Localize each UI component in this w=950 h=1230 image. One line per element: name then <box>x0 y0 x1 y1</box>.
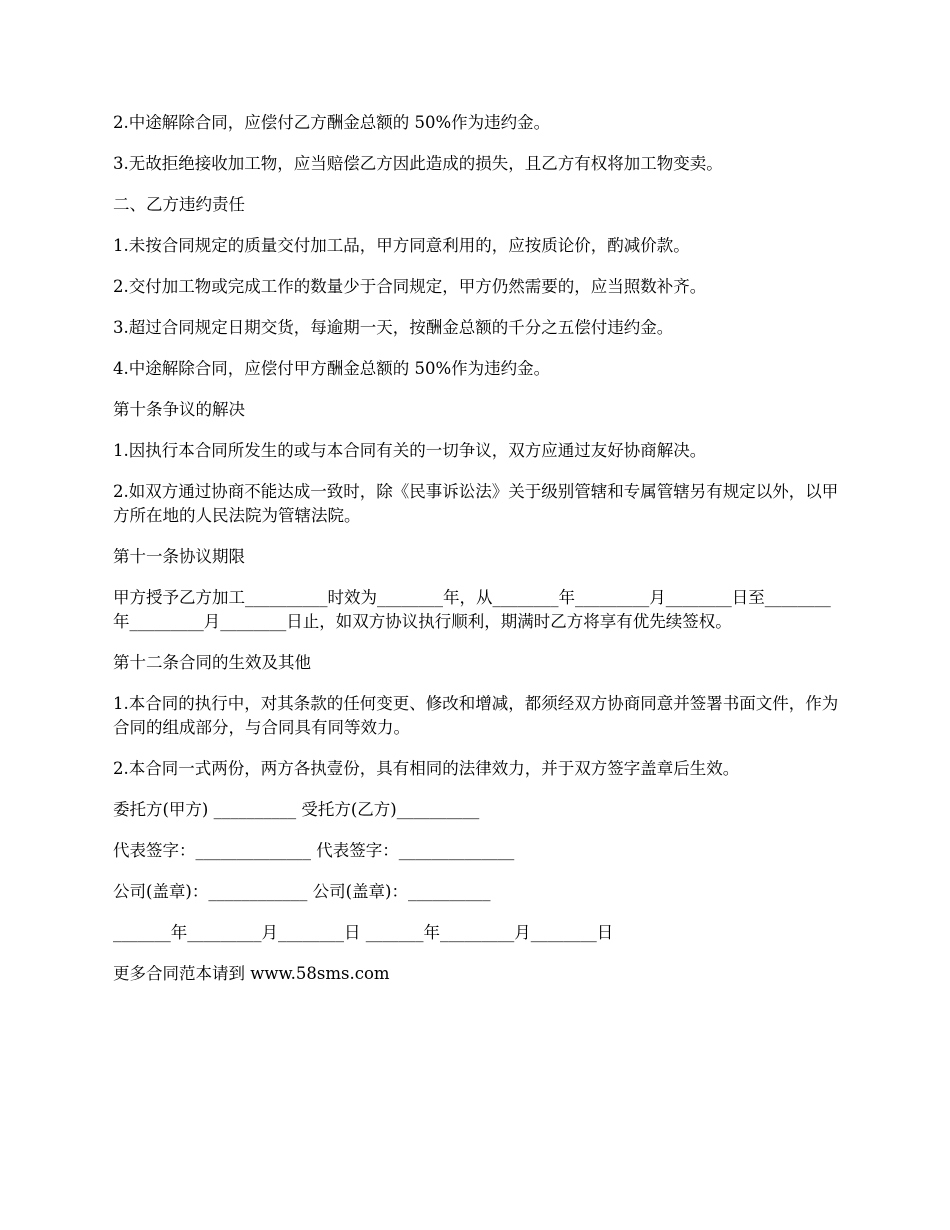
section-heading-party-b-liability: 二、乙方违约责任 <box>113 195 245 214</box>
signature-representatives-line: 代表签字：______________ 代表签字：______________ <box>113 841 515 860</box>
signature-date-line: _______年_________月________日 _______年_________月________日 <box>113 923 614 942</box>
article-11-heading: 第十一条协议期限 <box>113 547 245 566</box>
clause-3-late-delivery: 3.超过合同规定日期交货，每逾期一天，按酬金总额的千分之五偿付违约金。 <box>113 318 674 337</box>
article-10-clause-1: 1.因执行本合同所发生的或与本合同有关的一切争议，双方应通过友好协商解决。 <box>113 441 707 460</box>
clause-2-quantity: 2.交付加工物或完成工作的数量少于合同规定，甲方仍然需要的，应当照数补齐。 <box>113 277 707 296</box>
clause-4-early-termination-party-a: 4.中途解除合同，应偿付甲方酬金总额的 50%作为违约金。 <box>113 359 551 378</box>
article-12-clause-1: 1.本合同的执行中，对其条款的任何变更、修改和增减，都须经双方协商同意并签署书面文件，作为合同的组成部分，与合同具有同等效力。 <box>113 694 839 737</box>
article-10-clause-2: 2.如双方通过协商不能达成一致时，除《民事诉讼法》关于级别管辖和专属管辖另有规定以外，以甲方所在地的人民法院为管辖法院。 <box>113 482 839 525</box>
signature-parties-line: 委托方(甲方) __________ 受托方(乙方)__________ <box>113 800 480 819</box>
article-10-heading: 第十条争议的解决 <box>113 400 245 419</box>
document-page <box>113 111 840 1003</box>
clause-2-early-termination-party-b: 2.中途解除合同，应偿付乙方酬金总额的 50%作为违约金。 <box>113 113 551 132</box>
article-11-term-text: 甲方授予乙方加工__________时效为________年，从________年_________月________日至________年_________月________日止，如双方协议执行顺利，期满时乙方将享有优先续签权。 <box>113 588 831 631</box>
footer-more-templates: 更多合同范本请到 www.58sms.com <box>113 964 390 983</box>
article-12-heading: 第十二条合同的生效及其他 <box>113 653 311 672</box>
clause-1-quality: 1.未按合同规定的质量交付加工品，甲方同意利用的，应按质论价，酌减价款。 <box>113 236 690 255</box>
signature-company-seal-line: 公司(盖章)：____________ 公司(盖章)：__________ <box>113 882 491 901</box>
clause-3-refuse-acceptance: 3.无故拒绝接收加工物，应当赔偿乙方因此造成的损失，且乙方有权将加工物变卖。 <box>113 154 723 173</box>
article-12-clause-2: 2.本合同一式两份，两方各执壹份，具有相同的法律效力，并于双方签字盖章后生效。 <box>113 759 740 778</box>
